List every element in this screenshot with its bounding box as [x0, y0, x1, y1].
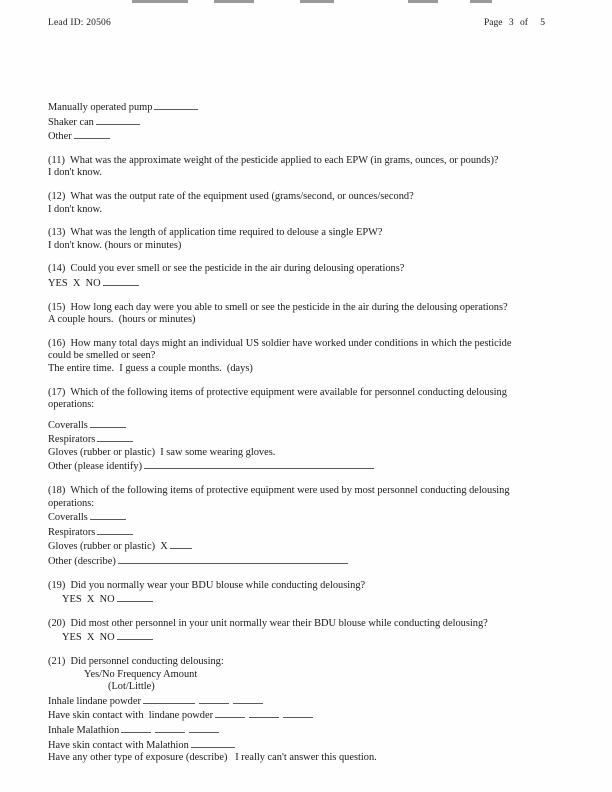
blank-line	[283, 708, 313, 718]
question-13	[48, 227, 564, 240]
yes-label: YES	[62, 632, 82, 644]
option-value: X	[160, 541, 168, 553]
option-18-coveralls	[48, 510, 564, 525]
option-17-other	[48, 459, 564, 474]
option-18-gloves	[48, 539, 564, 554]
option-18-other	[48, 554, 564, 569]
page-current: 3	[508, 18, 514, 28]
question-number: (14)	[48, 263, 66, 275]
exposure-label: Inhale lindane powder	[48, 695, 141, 707]
blank-line	[154, 100, 198, 110]
question-number: (21)	[48, 656, 66, 667]
question-20	[48, 618, 564, 631]
yes-label: YES	[62, 594, 82, 606]
question-text: How long each day were you able to smell or see the pesticide in the air during the delousing operations?	[70, 301, 508, 313]
exposure-label: Inhale Malathion	[48, 724, 120, 736]
question-14	[48, 263, 564, 276]
blank-line	[170, 539, 192, 549]
yes-mark: X	[86, 594, 95, 606]
question-number: (15)	[48, 301, 66, 313]
page-number	[484, 18, 545, 28]
document-body	[48, 100, 564, 765]
blank-line	[189, 723, 219, 733]
blank-line	[90, 510, 126, 520]
page-label: Page	[484, 18, 503, 28]
answer-13: I don't know. (hours or minutes)	[48, 239, 182, 251]
question-number: (19)	[48, 579, 66, 591]
answer-12: I don't know.	[48, 203, 103, 215]
exposure-label: Have any other type of exposure (describe)	[48, 752, 228, 764]
option-label: Gloves (rubber or plastic)	[48, 541, 156, 553]
option-value: I saw some wearing gloves.	[160, 446, 276, 458]
page-of: of	[519, 18, 528, 28]
scan-artifact	[470, 0, 492, 3]
answer-20	[48, 630, 564, 645]
option-label: Coveralls	[48, 512, 88, 524]
question-number: (20)	[48, 617, 66, 629]
blank-line	[155, 723, 185, 733]
scan-artifact	[214, 0, 254, 3]
question-text: What was the approximate weight of the pesticide applied to each EPW (in grams, ounces, or pounds)?	[69, 154, 499, 166]
question-number: (17)	[48, 386, 66, 398]
equipment-item	[48, 100, 564, 115]
yes-label: YES	[48, 277, 68, 289]
exposure-other-row	[48, 752, 564, 765]
question-17-cont: operations:	[48, 399, 95, 411]
page-total: 5	[540, 18, 546, 28]
scan-artifact	[300, 0, 334, 3]
equipment-item	[48, 129, 564, 144]
option-17-respirators	[48, 432, 564, 447]
exposure-row	[48, 738, 564, 753]
blank-line	[143, 694, 195, 704]
question-18-cont: operations:	[48, 497, 95, 509]
blank-line	[90, 418, 126, 428]
question-text: Which of the following items of protective equipment were available for personnel conducting delousing	[70, 386, 507, 398]
question-number: (12)	[48, 190, 66, 202]
no-label: NO	[85, 277, 101, 289]
question-19	[48, 580, 564, 593]
question-16	[48, 338, 564, 351]
blank-line	[191, 738, 235, 748]
question-11	[48, 155, 564, 168]
equipment-label: Other	[48, 131, 72, 143]
no-label: NO	[99, 632, 115, 644]
equipment-label: Manually operated pump	[48, 102, 153, 113]
blank-line	[118, 554, 348, 564]
answer-11: I don't know.	[48, 167, 103, 179]
question-number: (13)	[48, 227, 66, 239]
option-label: Respirators	[48, 526, 96, 538]
answer-15: A couple hours. (hours or minutes)	[48, 314, 196, 326]
question-12	[48, 191, 564, 204]
exposure-row	[48, 694, 564, 709]
scan-artifact	[132, 0, 188, 3]
exposure-row	[48, 708, 564, 723]
blank-line	[97, 432, 133, 442]
blank-line	[97, 525, 133, 535]
equipment-label: Shaker can	[48, 116, 94, 128]
option-label: Coveralls	[48, 419, 88, 431]
blank-line	[103, 276, 139, 286]
blank-line	[215, 708, 245, 718]
question-text: Did personnel conducting delousing:	[70, 656, 224, 667]
exposure-label: Have skin contact with Malathion	[48, 739, 189, 751]
column-header-2: (Lot/Little)	[108, 681, 155, 693]
answer-19	[48, 592, 564, 607]
blank-line	[74, 129, 110, 139]
scan-artifact	[408, 0, 438, 3]
no-label: NO	[99, 594, 115, 606]
blank-line	[233, 694, 263, 704]
blank-line	[96, 115, 140, 125]
column-header-1: Yes/No Frequency Amount	[84, 668, 198, 680]
option-label: Other (please identify)	[48, 461, 143, 473]
exposure-row	[48, 723, 564, 738]
yes-mark: X	[86, 632, 95, 644]
lead-id: Lead ID: 20506	[48, 18, 111, 28]
option-label: Other (describe)	[48, 556, 116, 568]
question-21	[48, 656, 564, 669]
option-17-coveralls	[48, 418, 564, 433]
blank-line	[249, 708, 279, 718]
question-number: (16)	[48, 337, 66, 349]
question-text: What was the length of application time required to delouse a single EPW?	[70, 227, 383, 239]
blank-line	[121, 723, 151, 733]
question-text: Could you ever smell or see the pesticide in the air during delousing operations?	[70, 263, 405, 275]
question-18	[48, 485, 564, 498]
page-header	[0, 18, 612, 34]
question-text: How many total days might an individual US soldier have worked under conditions in which the pesticide	[70, 337, 512, 349]
option-label: Gloves (rubber or plastic)	[48, 446, 156, 458]
blank-line	[144, 459, 374, 469]
question-text: What was the output rate of the equipment used (grams/second, or ounces/second?	[70, 190, 414, 202]
blank-line	[199, 694, 229, 704]
yes-mark: X	[72, 277, 81, 289]
question-15	[48, 302, 564, 315]
option-17-gloves	[48, 447, 564, 460]
option-18-respirators	[48, 525, 564, 540]
equipment-item	[48, 115, 564, 130]
question-number: (11)	[48, 154, 65, 166]
question-text: Which of the following items of protective equipment were used by most personnel conducting delousing	[70, 485, 510, 497]
question-17	[48, 387, 564, 400]
exposure-answer: I really can't answer this question.	[235, 752, 377, 764]
blank-line	[117, 630, 153, 640]
answer-16: The entire time. I guess a couple months. (days)	[48, 362, 253, 374]
option-label: Respirators	[48, 434, 96, 446]
question-number: (18)	[48, 485, 66, 497]
blank-line	[117, 592, 153, 602]
question-text: Did most other personnel in your unit normally wear their BDU blouse while conducting delousing?	[70, 617, 488, 629]
question-text: Did you normally wear your BDU blouse while conducting delousing?	[70, 579, 366, 591]
question-16-cont: could be smelled or seen?	[48, 350, 156, 362]
answer-14	[48, 276, 564, 291]
exposure-label: Have skin contact with lindane powder	[48, 710, 214, 722]
